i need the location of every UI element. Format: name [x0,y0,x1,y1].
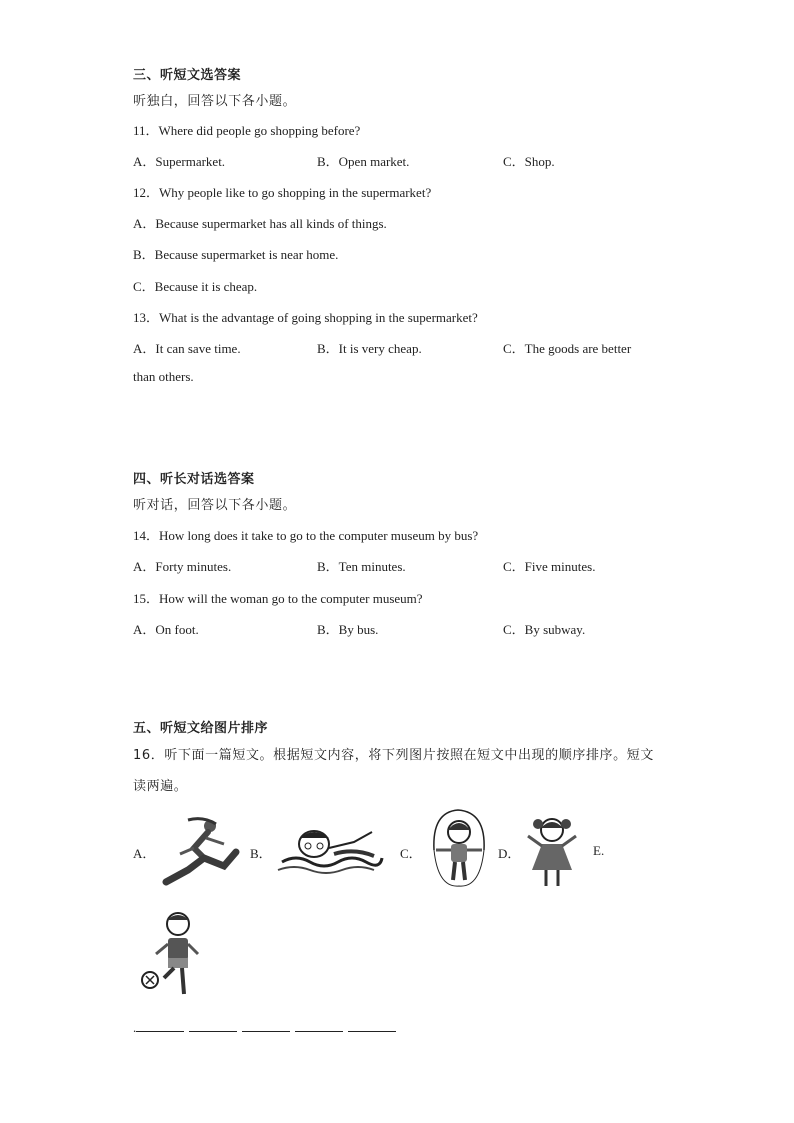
picture-label-b: B． [250,846,272,861]
q13-option-b: B．It is very cheap. [317,341,422,356]
q14-option-c: C．Five minutes. [503,559,596,574]
running-girl-icon [158,814,240,886]
q14-option-a: A．Forty minutes. [133,559,232,574]
q12-option-c: C．Because it is cheap. [133,279,258,294]
picture-label-d: D． [498,846,521,861]
q11-option-b: B．Open market. [317,154,410,169]
answer-blank-1[interactable] [136,1023,184,1032]
question-13: 13．What is the advantage of going shopping in the supermarket? [133,310,478,325]
section-3-title: 三、听短文选答案 [133,68,242,83]
q11-option-a: A．Supermarket. [133,154,226,169]
q15-option-b: B．By bus. [317,622,379,637]
answer-blank-5[interactable] [348,1023,396,1032]
question-11: 11．Where did people go shopping before? [133,123,361,138]
picture-label-a: A． [133,846,156,861]
section-5-title: 五、听短文给图片排序 [133,721,269,736]
question-16-line2: 读两遍。 [133,779,188,794]
question-15: 15．How will the woman go to the computer museum? [133,591,423,606]
q15-option-c: C．By subway. [503,622,586,637]
answer-blank-2[interactable] [189,1023,237,1032]
q12-option-b: B．Because supermarket is near home. [133,247,339,262]
picture-label-c: C． [400,846,422,861]
section-3-instruction: 听独白，回答以下各小题。 [133,94,297,109]
q14-option-b: B．Ten minutes. [317,559,406,574]
question-16-line1: 16．听下面一篇短文。根据短文内容，将下列图片按照在短文中出现的顺序排序。短文 [133,748,654,763]
question-12: 12．Why people like to go shopping in the supermarket? [133,185,432,200]
q13-option-c: C．The goods are better [503,341,632,356]
q12-option-a: A．Because supermarket has all kinds of things. [133,216,387,231]
jump-rope-girl-icon [428,806,490,890]
swimmer-icon [274,818,384,878]
football-boy-icon [134,908,202,1000]
dancing-girl-icon [520,810,584,890]
answer-prefix: . [133,1020,137,1035]
answer-blank-3[interactable] [242,1023,290,1032]
picture-label-e: E. [593,843,605,858]
q15-option-a: A．On foot. [133,622,199,637]
q11-option-c: C．Shop. [503,154,555,169]
q13-option-a: A．It can save time. [133,341,241,356]
section-4-title: 四、听长对话选答案 [133,472,255,487]
answer-blank-4[interactable] [295,1023,343,1032]
section-4-instruction: 听对话，回答以下各小题。 [133,498,297,513]
answer-blanks[interactable] [133,1020,401,1036]
q13-option-c-continued: than others. [133,369,194,384]
question-14: 14．How long does it take to go to the computer museum by bus? [133,528,479,543]
